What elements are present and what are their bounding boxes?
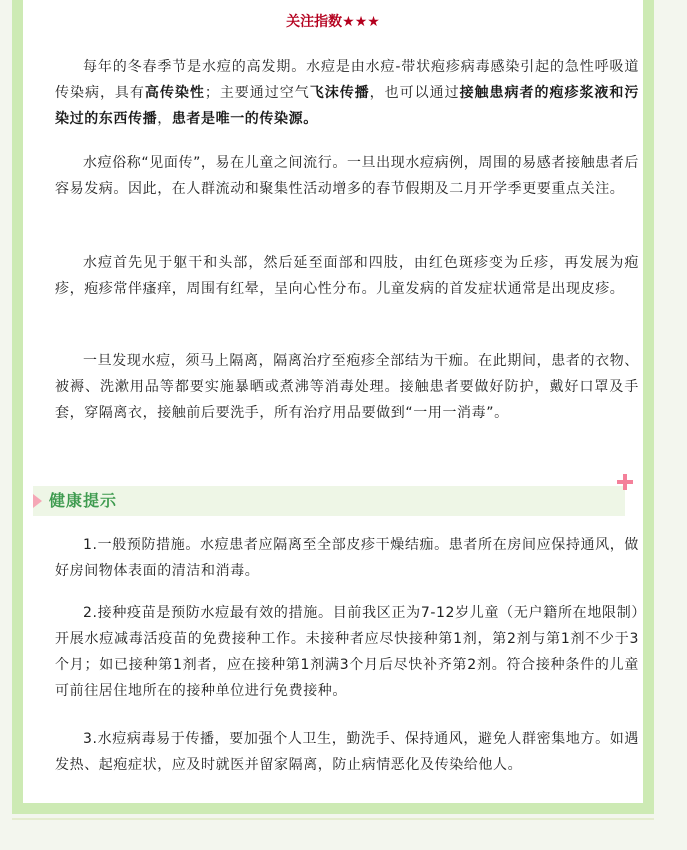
health-tip-1: 1.一般预防措施。水痘患者应隔离至全部皮疹干燥结痂。患者所在房间应保持通风，做好房间物体表面的清洁和消毒。 xyxy=(55,537,639,579)
plus-icon xyxy=(617,474,633,490)
health-tips-title: 健康提示 xyxy=(49,491,118,510)
bold-text: 接触患病者的疱疹浆液和污染过的东西传播 xyxy=(55,85,639,127)
bottom-divider xyxy=(12,818,654,820)
health-tip-3: 3.水痘病毒易于传播，要加强个人卫生，勤洗手、保持通风，避免人群密集地方。如遇发热、起疱症状，应及时就医并留家隔离，防止病情恶化及传染给他人。 xyxy=(55,731,639,773)
section-title: 关注指数★★★ xyxy=(286,14,380,30)
text-run: 每年的冬春季节是水痘的高发期。水痘是由水痘-带状疱疹病毒感染引起的急性呼吸道传染病，具有 xyxy=(55,59,639,101)
intro-paragraph-2: 水痘俗称“见面传”，易在儿童之间流行。一旦出现水痘病例，周围的易感者接触患者后容易发病。因此，在人群流动和聚集性活动增多的春节假期及二月开学季更要重点关注。 xyxy=(55,155,639,197)
intro-paragraph-3: 水痘首先见于躯干和头部，然后延至面部和四肢，由红色斑疹变为丘疹，再发展为疱疹，疱疹常伴瘙痒，周围有红晕，呈向心性分布。儿童发病的首发症状通常是出现皮疹。 xyxy=(55,255,639,297)
health-tip-2: 2.接种疫苗是预防水痘最有效的措施。目前我区正为7-12岁儿童（无户籍所在地限制）开展水痘减毒活疫苗的免费接种工作。未接种者应尽快接种第1剂，第2剂与第1剂不少于3个月；如已接种第1剂者，应在接种第1剂满3个月后尽快补齐第2剂。符合接种条件的儿童可前往居住地所在的接种单位进行免费接种。 xyxy=(55,605,639,699)
health-tips-header xyxy=(33,486,625,516)
bold-text: 患者是唯一的传染源。 xyxy=(171,111,318,127)
article-card xyxy=(23,0,643,803)
bold-text: 飞沫传播 xyxy=(309,85,370,101)
intro-paragraph-4: 一旦发现水痘，须马上隔离，隔离治疗至疱疹全部结为干痂。在此期间，患者的衣物、被褥、洗漱用品等都要实施暴晒或煮沸等消毒处理。接触患者要做好防护，戴好口罩及手套，穿隔离衣，接触前后要洗手，所有治疗用品要做到“一用一消毒”。 xyxy=(55,353,639,421)
text-run: ，也可以通过 xyxy=(369,85,460,101)
text-run: ；主要通过空气 xyxy=(204,85,310,101)
text-run: ， xyxy=(157,111,172,127)
triangle-arrow-icon xyxy=(33,494,42,508)
bold-text: 高传染性 xyxy=(144,85,205,101)
intro-paragraph-1 xyxy=(55,54,639,132)
